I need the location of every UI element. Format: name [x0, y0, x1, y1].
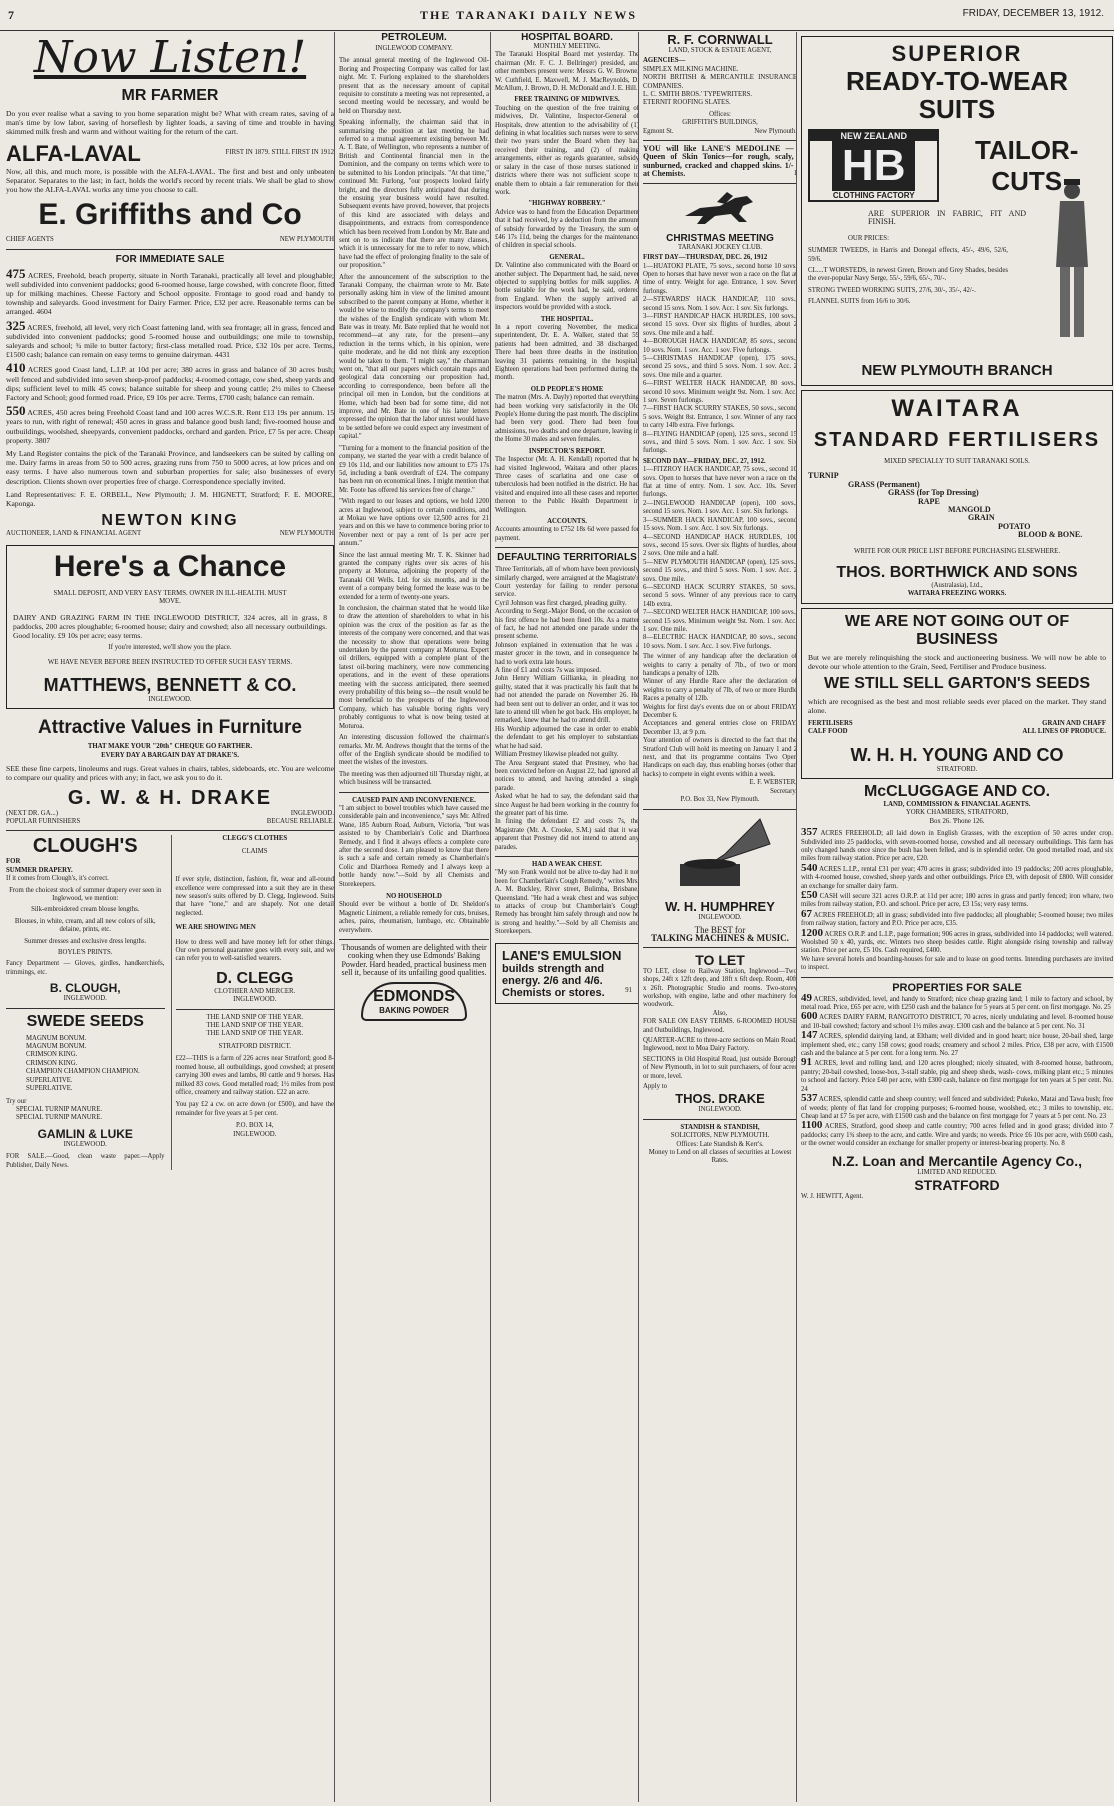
company-name: R. F. CORNWALL: [667, 32, 773, 47]
text-block: BAKING POWDER: [379, 1005, 449, 1015]
text-block: 2—INGLEWOOD HANDICAP (open), 100 sovs., second 15 sovs. Nom. 1 sov. Acc. 1 sov. Six furlongs.: [643, 499, 797, 516]
company-name: NEWTON KING: [101, 512, 239, 530]
text-block: FOR SALE ON EASY TERMS. 6-ROOMED HOUSE and Outbuildings, Inglewood.: [643, 1018, 797, 1034]
company-location: INGLEWOOD.: [148, 695, 192, 703]
company-name: E. Griffiths and Co: [38, 198, 302, 232]
text-block: Dr. Valintine also communicated with the Board on another subject. The Department had, he said, never objected to supplying bottles for milk supplies. A bottle suitable for the work had, he said, ordered from England. When the supply arrived all inspectors would be provided with a stock.: [495, 262, 639, 312]
text-block: Speaking informally, the chairman said that in summarising the position at last meeting he had referred to a mutual agreement existing between Mr. A. T. Bate, of Wellington, who represents a number of British and Continental financial men in the Dominion, and the company on terms which were to be submitted to his London principals. "At that time," continued Mr. Furlong, "our prospects looked fairly bright, and the directors fully anticipated that during the ensuing year business would have resulted. Subsequent events have proved, however, that projects of this kind are associated with delays and disappointments, and extracts from correspondence which has been received from London by Mr. Bate and sent on to us indicate that there are many clauses, which it is unnecessary for me to refer to now, which have had the effect of prolonging finality to the sale of our proposition.": [339, 119, 489, 270]
text-block: BLOOD & BONE.: [1018, 530, 1083, 540]
text-block: CASH will secure 321 acres O.R.P. at 11d per acre; 180 acres in grass and partly fenced; iron whare, two miles from railway station, P.O. and school. Price per acre, £3 15s; very easy terms.: [801, 892, 1113, 909]
text-block: 5—NEW PLYMOUTH HANDICAP (open), 125 sovs., second 15 sovs., and third 5 sovs. Nom. 1 sov. Acc. 2 sovs. One mile.: [643, 558, 797, 583]
text-block: CRIMSON KING.: [26, 1051, 78, 1059]
text-block: CL....T WORSTEDS, in newest Green, Brown and Grey Shades, besides the ever-popular Navy Serge, 55/-, 59/6, 65/-, 70/-.: [808, 267, 1008, 283]
text-block: LIMITED AND REDUCED.: [917, 1168, 997, 1176]
listing-item: [6, 265, 334, 317]
company-name: GAMLIN & LUKE: [37, 1126, 133, 1141]
text-block: FREE TRAINING OF MIDWIVES.: [514, 96, 620, 104]
swede-heading: SWEDE SEEDS: [26, 1012, 144, 1030]
text-block: SECOND DAY—FRIDAY, DEC. 27, 1912.: [643, 457, 766, 465]
ad-body: DAIRY AND GRAZING FARM IN THE INGLEWOOD DISTRICT, 324 acres, all in grass, 8 paddocks, 200 acres ploughable; 6-roomed house; dairy and cowshed; also all necessary outbuildings. Good locality. £9 10s per acre; easy terms.: [13, 612, 327, 640]
text-block: The Inspector (Mr. A. H. Kendall) reported that he had visited Inglewood, Waitara and other places. Three cases of scarlatina and one case of tuberculosis had been notified in the district. He had visited and enquired into all these cases and reported thereon to the Public Health Department in Wellington.: [495, 456, 639, 514]
text-block: ACRES FREEHOLD; all in grass; subdivided into five paddocks; all ploughable; 5-roomed house; two miles from railway station, factory and P.O. Price per acre, £35.: [801, 911, 1113, 928]
text-block: Egmont St.: [643, 127, 674, 135]
column-1: [6, 32, 334, 1802]
text-block: NORTH BRITISH & MERCANTILE INSURANCE COMPANIES.: [643, 74, 797, 90]
text-block: ACRES FREEHOLD; all laid down in English Grasses, with the exception of 50 acres under crop. Subdivided into 25 paddocks, with seven-roomed house, cowshed and all necessary outbuildings. This farm has only changed hands once since the bush has been felled, and is in splendid order. On good metalled road, and six miles from railway station. Price per acre, £20.: [801, 830, 1113, 863]
text-block: ACRES good Coast land, L.I.P. at 10d per acre; 380 acres in grass and balance of 30 acres bush; well fenced and subdivided into seven sheep-proof paddocks; 4-roomed cottage, cow shed, sheep yards and dips; sufficient level to milk 45 cows; balance suitable for sheep and young cattle; 2½ miles to Cheese Factory and School; good formed road. Price, £9 10s per acre. Terms, £700 cash; balance can remain.: [6, 365, 334, 403]
text-block: BOYLE'S PRINTS.: [58, 949, 113, 957]
text-block: TO LET, close to Railway Station, Inglewood—Two shops, 24ft x 12ft deep, and 18ft x 6ft deep. Room, 40ft x 26ft. Photographic Studio and rooms. Two-storey workshop, with engine, lathe and other machinery for woodwork.: [643, 967, 797, 1009]
forsale-notice: FOR SALE.—Good, clean waste paper.—Apply Publisher, Daily News.: [6, 1153, 165, 1169]
text-block: Chemists or stores.: [502, 986, 605, 999]
griffiths-ad: [6, 32, 334, 245]
section-heading: FOR IMMEDIATE SALE: [115, 253, 225, 265]
text-block: 475: [6, 265, 26, 281]
clegg-ad: [171, 835, 335, 1170]
text-block: Also,: [712, 1009, 728, 1017]
text-block: 550: [6, 403, 26, 419]
text-block: ACRES, splendid dairying land, at Eltham; well divided and in good heart; nice house, 20-bail shed, large implement shed, etc.; carry 158 cows; good roads; creamery and school 2 miles. Price, £38 per acre, with £1500 cash and the balance at 5 per cent. for a long term. No. 27: [801, 1033, 1113, 1058]
text-block: McCLUGGAGE AND CO.: [863, 782, 1051, 800]
text-block: LANE'S EMULSION: [502, 947, 622, 963]
ad-headline: Here's a Chance: [53, 549, 287, 583]
page-number: 7: [8, 8, 14, 22]
text-block: 2—STEWARDS' HACK HANDICAP, 110 sovs., second 15 sovs. Nom. 1 sov. Acc. 1 sov. Six furlongs.: [643, 296, 797, 312]
text-block: STANDARD FERTILISERS: [813, 429, 1101, 451]
suits-ad: [801, 36, 1113, 386]
text-block: 325: [6, 317, 26, 333]
text-block: Offices: Late Standish & Kerr's.: [676, 1140, 764, 1148]
text-block: His Worship adjourned the case in order to enable the defendant to get his employer to substantiate what he had said.: [495, 725, 639, 750]
text-block: W. J. HEWITT, Agent.: [801, 1192, 864, 1200]
article-heading: PETROLEUM.: [381, 32, 447, 43]
article-heading: NO HOUSEHOLD: [386, 893, 442, 900]
mccluggage-ad: [801, 783, 1113, 973]
text-block: READY-TO-WEAR SUITS: [846, 66, 1068, 124]
text-block: W. H. H. YOUNG AND CO: [850, 744, 1064, 765]
text-block: ACRES, level and rolling land, and 120 acres ploughed; nicely situated, with 8-roomed house, bathroom, pantry; 20-bail cowshed, loose-box, 3-stall stable, pig and sheep sheds, wash- cows, milking plant etc.; 5 minutes to school and factory. Price £40 per acre, with £300 cash, balance on first mortgage for ten years at 5 per cent. No. 24: [801, 1060, 1113, 1093]
text-block: N.Z. Loan and Mercantile Agency Co.,: [832, 1152, 1082, 1169]
text-block: William Prestney likewise pleaded not guilty.: [495, 751, 619, 759]
company-name: STANDISH & STANDISH,: [680, 1123, 760, 1131]
text-block: Your attention of owners is directed to the fact that the Stratford Club will hold its meeting on January 1 and 2 next, and that its programme contains Two Open Handicaps on each day, thus enabling horses (other than hacks) to compete in eight events within a week.: [643, 737, 797, 778]
text-block: E. F. WEBSTER,: [749, 779, 797, 787]
company-location: NEW PLYMOUTH: [279, 530, 334, 538]
text-block: INGLEWOOD.: [233, 996, 277, 1004]
text-block: Touching on the question of the free training of midwives, Dr. Valintine, Inspector-General of Hospitals, drew attention to the advisability of (1) defining in what localities such nurses were to serve their two years under the Board when they had received their training, and (2) of making arrangements, either as regards guarantee, subsidy or salary in the case of those nurses stationed in districts where there was not sufficient scope to enable them to obtain a fair remuneration for their work.: [495, 104, 639, 196]
text-block: 8—FLYING HANDICAP (open), 125 sovs., second 15 sovs., and third 5 sovs. Nom. 1 sov. Acc. 1 sov. Six furlongs.: [643, 430, 797, 455]
text-block: SUMMER TWEEDS, in Harris and Donegal effects, 45/-, 49/6, 52/6, 59/6.: [808, 247, 1008, 263]
text-block: WE ARE NOT GOING OUT OF BUSINESS: [844, 612, 1070, 648]
text-block: 1—FITZROY HACK HANDICAP, 75 sovs., second 10 sovs. Open to horses that have never won a race on the flat at time of entry. Nom. 1 sov. Acc. 10s. Seven furlongs.: [643, 466, 797, 499]
text-block: You pay £2 a cw. on acre down (or £500), and have the remainder for five years at 5 per cent.: [175, 1101, 334, 1117]
ad-headline: CLEGG'S CLOTHES: [222, 835, 288, 843]
text-block: 5—CHRISTMAS HANDICAP (open), 175 sovs., second 25 sovs., and third 5 sovs. Nom. 1 sov. Acc. 2 sovs. One mile and a quarter.: [643, 354, 797, 379]
text-block: Three Territorials, all of whom have been previously similarly charged, were arraigned at the Magistrate's Court yesterday for failing to render personal service.: [495, 566, 639, 599]
company-name: B. CLOUGH,: [49, 981, 121, 996]
article-heading: HAD A WEAK CHEST.: [532, 860, 602, 868]
text-block: L. C. SMITH BROS.' TYPEWRITERS.: [643, 91, 753, 99]
text-block: FLANNEL SUITS from 16/6 to 30/6.: [808, 298, 911, 306]
text-block: MIXED SPECIALLY TO SUIT TARANAKI SOILS.: [884, 458, 1030, 465]
text-block: OLD PEOPLE'S HOME: [530, 385, 604, 393]
newspaper-title: THE TARANAKI DAILY NEWS: [420, 8, 638, 22]
text-block: How to dress well and have money left for other things. Our own personal guarantee goes with every suit, and we can refer you to well-satisfied wearers.: [175, 938, 334, 963]
text-block: THE HOSPITAL.: [540, 315, 594, 323]
company-role: AUCTIONEER, LAND & FINANCIAL AGENT: [6, 530, 142, 538]
ad-headline: Now Listen!: [33, 32, 307, 83]
text-block: 7—FIRST HACK SCURRY STAKES, 50 sovs., second 5 sovs. Weight 8st. Entrance, 1 sov. Winner of any race to carry 14lb extra. Five furlongs.: [643, 405, 797, 430]
brand-tagline: FIRST IN 1879. STILL FIRST IN 1912: [225, 149, 334, 157]
text-block: MONTHLY MEETING.: [533, 43, 601, 50]
text-block: Money to Lend on all classes of securities at Lowest Rates.: [648, 1149, 792, 1165]
text-block: "My son Frank would not be alive to-day had it not been for Chamberlain's Cough Remedy," writes Mrs. A. M. Buckley, River street, Bulimba, Brisbane, Queensland. "He had a weak chest and was subject to attacks of croup but Chamberlain's Cough Remedy has brought him safely through and now he is strong and healthy."—Sold by all Chemists and Storekeepers.: [495, 869, 639, 936]
text-block: POTATO: [998, 521, 1031, 531]
text-block: WAITARA: [891, 395, 1023, 422]
text-block: SUPERIOR: [891, 41, 1023, 66]
waitara-ad: [801, 390, 1113, 604]
text-block: Advice was to hand from the Education Department that it had received, by a deduction from the amount of subsidy forwarded by the Treasury, the sum of £46 17s 11d, being the charges for the maintenance of children in special schools.: [495, 208, 639, 250]
text-block: In fining the defendant £2 and costs 7s, the Magistrate (Mr. A. Crooke, S.M.) said that it was apparent that Prestney did not intend to attend any parades.: [495, 818, 639, 851]
text-block: WE STILL SELL GARTON'S SEEDS: [823, 675, 1091, 693]
listing-item: [6, 360, 334, 403]
text-block: 6—SECOND HACK SCURRY STAKES, 50 sovs., second 5 sovs. Winner of any previous race to carry 14lb extra.: [643, 583, 797, 608]
representatives: Land Representatives: F. E. ORBELL, New Plymouth; J. M. HIGNETT, Stratford; F. E. MOORE, Kaponga.: [6, 489, 334, 509]
text-block: builds strength and: [502, 962, 605, 975]
text-block: TARANAKI JOCKEY CLUB.: [678, 243, 762, 251]
text-block: Apply to: [643, 1083, 667, 1090]
text-block: 8—ELECTRIC HACK HANDICAP, 80 sovs., second 10 sovs. Nom. 1 sov. Acc. 1 sov. Five furlongs.: [643, 634, 797, 650]
text-block: GRAIN AND CHAFF: [1042, 719, 1106, 727]
text-block: 1100: [801, 1119, 823, 1132]
text-block: SUPERLATIVE.: [26, 1076, 73, 1084]
text-block: 600: [801, 1010, 818, 1023]
text-block: GRAIN: [968, 513, 995, 523]
text-block: SUPERLATIVE.: [26, 1085, 73, 1093]
text-block: GRIFFITH'S BUILDINGS,: [682, 119, 758, 127]
text-block: THE LAND SNIP OF THE YEAR.: [206, 1030, 304, 1038]
text-block: Weights for first day's events due on or about FRIDAY, December 6.: [643, 703, 797, 720]
text-block: "Turning for a moment to the financial position of the company, we started the year with a credit balance of £9 10s 11d, and our liabilities now amount to £75 17s 5d, including a bank overdraft of £24. The company has been run on economical lines. I might mention that Mr. Foote has offered his services free of charge.": [339, 444, 489, 494]
ad-for: FOR: [6, 858, 21, 866]
text-block: INGLEWOOD.: [698, 1106, 742, 1114]
text-block: Since the last annual meeting Mr. T. K. Skinner had granted the company rights over six acres of his property at Moturoa, adjoining the property of the Taranaki Oil Wells. Ltd. for six months, and in the event of a company being formed the lease was to be extended for a term of twenty-one years.: [339, 551, 489, 601]
text-block: The winner of any handicap after the declaration of weights to carry a penalty of 7lb., of two or more handicaps a penalty of 12lb.: [643, 653, 797, 677]
company-name: THOS. DRAKE: [675, 1091, 765, 1107]
text-block: MAGNUM BONUM.: [26, 1043, 87, 1051]
text-block: After the announcement of the subscription to the Taranaki Company, the chairman wrote to Mr. Bate personally asking him in view of the limited amount subscribed to the parent company at Home, whether it would be wise to modify the company's terms to meet the wishes of the English syndicate with whom Mr. Bate was in treaty. Mr. Bate replied that he would not recommend—at any rate, for the present—any reduction in the terms which, in his opinion, were quite moderate, and he did not think any exception would be taken to them. "I might say," the chairman went on, "that all our papers which contain maps and geological data concerning our proposition had, according to correspondence, been before all the principal oil men in London, but the conditions at Home, which had been bad for some time, did not improve, and Mr. Bate in one of his latter letters expressed the opinion that the labor unrest would have to be settled before we could expect any investment of capital.": [339, 273, 489, 441]
article-heading: DEFAULTING TERRITORIALS: [497, 552, 637, 564]
text-block: RAPE: [918, 496, 940, 506]
text-block: John Henry William Gillianka, in pleading not guilty, stated that it was practically his fault that he had not attended the parade on November 26. He had been sent out to deliver an order, and it was too late to attend till when he got back. His employer, he remarked, knew that he had to attend drill.: [495, 675, 639, 725]
text-block: £50: [801, 888, 818, 901]
text-block: The meeting was then adjourned till Thursday night, at which business will be transacted.: [339, 770, 489, 787]
hb-logo: [808, 129, 939, 202]
text-block: Silk-embroidered cream blouse lengths.: [31, 906, 140, 914]
ad-body: Now, all this, and much more, is possible with the ALFA-LAVAL. The first and best and only unbeaten Separator. Separates to the last; in fact, holds the world's record by recent trials. We shall be glad to show you how the ALFA-LAVAL works any time you choose to call.: [6, 166, 334, 195]
ad-subheading: SUMMER DRAPERY.: [6, 866, 73, 874]
text-block: 357: [801, 826, 818, 839]
text-block: Box 26. 'Phone 126.: [929, 817, 985, 825]
article-heading: CAUSED PAIN AND INCONVENIENCE.: [352, 796, 476, 804]
text-block: QUARTER-ACRE to three-acre sections on Main Road, Inglewood, next to Moa Dairy Factory.: [643, 1036, 797, 1053]
text-block: SECTIONS in Old Hospital Road, just outside Borough of New Plymouth, in lot to suit purchasers, of four acres or more, level.: [643, 1055, 797, 1080]
text-block: The Area Sergeant stated that Prestney, who had been convicted before on August 22, had ignored all notices to attend, and having attended a single parade.: [495, 759, 639, 792]
article-heading: TO LET: [695, 951, 745, 968]
text-block: Cyril Johnson was first charged, pleading guilty.: [495, 599, 627, 607]
text-block: SPECIAL TURNIP MANURE.: [16, 1105, 103, 1113]
newton-king-ad: [6, 254, 334, 539]
text-block: ACRES, freehold, all level, very rich Coast fattening land, with sea frontage; all in grass, fenced and subdivided into convenient paddocks; good 5-roomed house and outbuildings; one mile to township, saleyards and school; ¾ mile to butter factory; first-class metalled road. Price, £32 10s per acre. Terms, £1500 cash; balance can remain on easy terms to genuine dairyman. 4431: [6, 322, 334, 360]
edmonds-logo: [361, 982, 467, 1021]
article-subheading: INGLEWOOD COMPANY.: [375, 45, 453, 52]
text-block: GRASS (Permanent): [848, 479, 920, 489]
text-block: ACRES, Stratford, good sheep and cattle country; 700 acres felled and in good grass; divided into 7 paddocks; carry 1¾ sheep to the acre, and cattle. Wire and yards; no weeds. Price £6 10s per acre, with £600 cash, or the owner would consider an exchange for smaller property or interest-bearing property. No. 8: [801, 1123, 1113, 1148]
text-block: "With regard to our leases and options, we hold 1200 acres at Inglewood, subject to certain conditions, and at Mokau we have options over 12,500 acres for 21 years and on this we have to commence boring prior to November next or pay a rent of 1s per acre per annum.": [339, 498, 489, 548]
company-name: G. W. & H. DRAKE: [67, 786, 273, 809]
text-block: Thousands of women are delighted with their cooking when they use Edmonds' Baking Powder. Hard headed, practical business men sell it, because of its unfailing good qualities.: [341, 943, 487, 978]
text-block: 67: [801, 907, 812, 920]
text-block: MANGOLD: [948, 505, 991, 515]
text-block: CALF FOOD: [808, 728, 848, 736]
text-block: £22—THIS is a farm of 226 acres near Stratford; good 8-roomed house, all outbuildings, good cowshed; at present carrying 300 ewes and lambs, 80 cattle and 9 horses. Has milked 83 cows. Good metalled road; 1½ miles from post office, creamery and railway station. £22 an acre.: [175, 1055, 334, 1096]
text-block: TURNIP: [808, 471, 839, 481]
text-block: The BEST for: [694, 924, 746, 935]
text-block: 91: [801, 1056, 812, 1069]
text-block: 6—FIRST WELTER HACK HANDICAP, 80 sovs., second 10 sovs. Minimum weight 9st. Nom. 1 sov. Acc. 1 sov. Seven furlongs.: [643, 380, 797, 404]
text-block: ACCOUNTS.: [547, 517, 587, 525]
text-block: CLOTHING FACTORY: [832, 191, 915, 200]
text-block: 540: [801, 861, 818, 874]
register-text: My Land Register contains the pick of the Taranaki Province, and landseekers can be suited by calling on me. Dairy farms in areas from 50 to 500 acres, grazing runs from 750 to 5000 acres, at low prices and on easy terms. I have also numerous town and suburban properties for sale; also businesses of every description. Clients shown over properties free of charge. Correspondence specially invited.: [6, 449, 334, 486]
ad-subheading-2: EVERY DAY A BARGAIN DAY AT DRAKE'S.: [101, 751, 239, 759]
horse-icon: [643, 188, 797, 233]
text-block: Accounts amounting to £752 18s 6d were passed for payment.: [495, 526, 639, 542]
text-block: OUR PRICES:: [848, 234, 889, 242]
listing-item: [6, 317, 334, 360]
text-block: The Taranaki Hospital Board met yesterday. The chairman (Mr. F. C. J. Bellringer) presided, and other members present were: Messrs G. W. Browne, W. Cuthfield, E. Maxwell, M. J. MacReynolds, D. McAllum, J. Brown, D. H. McDonald and J. E. Hill.: [495, 51, 639, 93]
text-block: HB: [832, 141, 916, 191]
text-block: INGLEWOOD.: [233, 1130, 277, 1138]
issue-date: FRIDAY, DECEMBER 13, 1912.: [962, 8, 1104, 19]
text-block: ACRES O.R.P. and L.I.P., page formation; 906 acres in grass, subdivided into 14 paddocks; well watered. Woolshed 50 x 40, yards, etc. Winters two sheep besides cattle. Right alongside rising township and railway station. Price per acre, £5 10s. Cash required, £400.: [801, 930, 1113, 955]
text-block: SIMPLEX MILKING MACHINE.: [643, 65, 739, 73]
ad-note: WE HAVE NEVER BEFORE BEEN INSTRUCTED TO OFFER SUCH EASY TERMS.: [47, 658, 293, 666]
text-block: ACRES L.I.P., rental £31 per year; 470 acres in grass; subdivided into 19 paddocks; 200 acres ploughable, with 4-roomed house, cowshed, sheep yards and other outbuildings. Price £9, with deposit of £800. Will consider an exchange for smaller dairy farm.: [801, 865, 1113, 890]
text-block: 410: [6, 360, 26, 376]
drake-ad: [6, 717, 334, 826]
text-block: THE LAND SNIP OF THE YEAR.: [206, 1013, 304, 1021]
garton-ad: [801, 608, 1113, 779]
ad-intro: If it comes from Clough's, it's correct.: [6, 875, 109, 883]
listing-item: [6, 403, 334, 445]
text-block: Try our: [6, 1097, 27, 1105]
text-block: "I am subject to bowel troubles which have caused me considerable pain and inconvenience," says Mr. Alfred Wane, 185 Auburn Road, Auburn, Victoria, "but was assisted to by Chamberlain's Colic and Diarrhoea Remedy, and I find it always effects a complete cure after the second dose. I am pleased to know that there is such a safe and certain remedy as Chamberlain's Colic and Diarrhoea Remedy and I always keep a bottle handy now."—Sold by all Chemists and Storekeepers.: [339, 804, 489, 888]
text-block: NEW ZEALAND: [810, 131, 937, 141]
text-block: ACRES, 450 acres being Freehold Coast land and 100 acres W.C.S.R. Rent £13 19s per annum. 15 years to run, with right of renewal; 450 acres in grass and balance good bush land; five-roomed house and outbuildings, woolshed, sheepyards, convenient paddocks, orchard and garden. Price, £7 5s per acre. Cheap property. 3807: [6, 408, 334, 445]
text-block: 49: [801, 991, 812, 1004]
text-block: CLAIMS: [241, 847, 268, 855]
text-block: P.O. Box 33, New Plymouth.: [680, 796, 760, 804]
text-block: EDMONDS: [373, 987, 455, 1005]
text-block: 91: [625, 986, 632, 994]
column-2: [334, 32, 489, 1802]
company-location: INGLEWOOD.: [63, 1140, 107, 1148]
text-block: If ever style, distinction, fashion, fit, wear and all-round excellence were compressed into a suit they are in these new season's suits offered by D. Clegg, Inglewood. Suits that have "tone," and are shapely. Not one detail neglected.: [175, 876, 334, 917]
text-block: We have several hotels and boarding-houses for sale and to lease on good terms. Intending purchasers are invited to inspect.: [801, 955, 1113, 972]
text-block: In a report covering November, the medical superintendent, Dr. E. A. Walker, stated that 59 patients had been admitted, and 38 discharged. There had been three deaths in the institution, leaving 31 patients remaining in the hospital. Eighteen operations had been performed during the month.: [495, 324, 639, 382]
text-block: 147: [801, 1029, 818, 1042]
ad-subheading: SMALL DEPOSIT, AND VERY EASY TERMS. OWNER IN ILL-HEALTH. MUST MOVE.: [53, 589, 287, 606]
text-block: STRATFORD: [914, 1176, 1000, 1193]
column-4: [638, 32, 797, 1802]
text-block: But we are merely relinquishing the stock and auctioneering business. We will now be able to devote our whole attention to the Grain, Seed, Fertiliser and Produce business.: [808, 652, 1106, 672]
ad-headline: CLOUGH'S: [32, 835, 138, 858]
text-block: According to Sergt.-Major Bond, on the occasion of his first offence he had been fined 10s. As a matter of fact, he had not attended one parade under the present scheme.: [495, 608, 639, 641]
gramophone-icon: [643, 814, 797, 899]
text-block: P.O. BOX 14,: [235, 1122, 274, 1130]
text-block: "HIGHWAY ROBBERY.": [528, 200, 606, 208]
company-location: INGLEWOOD.: [63, 995, 107, 1003]
company-role: POPULAR FURNISHERS: [6, 817, 81, 825]
text-block: ARE SUPERIOR IN FABRIC, FIT AND FINISH.: [868, 209, 1026, 227]
text-block: CLOTHIER AND MERCER.: [214, 987, 296, 995]
clough-ad: [6, 835, 165, 1170]
text-block: The annual general meeting of the Inglewood Oil-Boring and Prospecting Company was called for last night. Mr. T. Furlong explained to the shareholders present that as the necessary amount of capital requisite to constitute a meeting was not represented, a second meeting would be necessary, and would be held on Thursday next.: [339, 57, 489, 115]
text-block: WAITARA FREEZING WORKS.: [907, 590, 1007, 598]
company-name: MATTHEWS, BENNETT & CO.: [43, 674, 297, 695]
text-block: LAND, STOCK & ESTATE AGENT,: [668, 47, 772, 54]
text-block: STRATFORD.: [936, 765, 978, 773]
medoline-ad: YOU will like LANE'S MEDOLINE — Queen of Skin Tonics—for rough, scaly, sunburned, cracked and chapped skins. 1/- at Chemists.: [643, 144, 794, 179]
gentleman-figure-icon: [1042, 177, 1102, 352]
masthead: [0, 0, 1114, 31]
ad-line: If you're interested, we'll show you the place.: [108, 644, 232, 652]
ad-intro: Do you ever realise what a saving to you home separation might be? What with cream rates, saving of a man's time by low labor, saving of horseflesh by lighter loads, a saving of time and trouble in having skimmed milk fresh and warm and without waiting for the return of the cart.: [6, 109, 334, 137]
text-block: 1: [793, 170, 797, 178]
article-heading: HOSPITAL BOARD.: [521, 32, 613, 43]
text-block: New Plymouth.: [754, 127, 797, 135]
brand-name: ALFA-LAVAL: [6, 140, 141, 166]
text-block: (Australasia), Ltd.,: [931, 582, 983, 590]
text-block: WE ARE SHOWING MEN: [175, 924, 256, 932]
text-block: CHAMPION CHAMPION CHAMPION.: [26, 1068, 140, 1076]
text-block: ACRES DAIRY FARM, RANGITOTO DISTRICT, 70 acres, nicely undulating and level. 8-roomed house and 10-bail cowshed; factory and school 1½ miles away. £300 cash and the balance at 5 per cent. No. 31: [801, 1014, 1113, 1030]
text-block: SPECIAL TURNIP MANURE.: [16, 1114, 103, 1122]
text-block: In conclusion, the chairman stated that he would like to draw the attention of shareholders to what in his opinion was the crux of the position as far as the interests of the company were concerned, and that was the necessity to show that operations were being undertaken by the parent company at Moturoa. Expert oil drillers, equipped with a complete plant of the latest oil-boring machinery, were now commencing operations, and in the event of these operations meeting with the success anticipated, there seemed every probability of this being so—the result would be most beneficial to the prospects of the Inglewood Company, which has valuable boring rights very probably contiguous to what is now being tested at Moturoa.: [339, 605, 489, 730]
text-block: Secretary.: [770, 787, 797, 795]
text-block: CRIMSON KING.: [26, 1059, 78, 1067]
text-block: A fine of £1 and costs 7s was imposed.: [495, 667, 601, 675]
text-block: An interesting discussion followed the chairman's remarks. Mr. M. Andrews thought that the terms of the offer of the English syndicate should be modified to meet the wishes of the investors.: [339, 734, 489, 767]
text-block: FERTILISERS: [808, 719, 853, 727]
text-block: 3—SUMMER HACK HANDICAP, 100 sovs., second 15 sovs. Nom. 1 sov. Acc. 1 sov. Six furlongs.: [643, 516, 797, 533]
text-block: INGLEWOOD.: [698, 913, 742, 921]
text-block: PROPERTIES FOR SALE: [892, 981, 1022, 994]
text-block: Asked what he had to say, the defendant said that since August he had been working in the country for the greater part of his time.: [495, 793, 639, 817]
text-block: STRONG TWEED WORKING SUITS, 27/6, 30/-, 35/-, 42/-.: [808, 286, 976, 294]
text-block: AGENCIES—: [643, 57, 686, 65]
company-role: CHIEF AGENTS: [6, 236, 54, 244]
ad-subheading: MR FARMER: [121, 87, 219, 104]
text-block: which are recognised as the best and most reliable seeds ever placed on the market. They stand alone.: [808, 697, 1106, 716]
company-note: (NEXT DR. GA...): [6, 809, 58, 817]
text-block: SOLICITORS, NEW PLYMOUTH.: [670, 1132, 770, 1140]
text-block: 1—HUATOKI PLATE, 75 sovs., second horse 10 sovs. Open to horses that have never won a race on the flat at time of entry. Weight for age. Entrance, 1 sov. Seven furlongs.: [643, 262, 797, 295]
text-block: 4—BOROUGH HACK HANDICAP, 85 sovs., second 10 sovs. Nom. 1 sov. Acc. 1 sov. Five furlongs.: [643, 338, 797, 354]
text-block: ACRES, Freehold, beach property, situate in North Taranaki, practically all level and ploughable; well subdivided into convenient paddocks; good 6-roomed house, large cowshed, with concrete floor, fitted up for milking machines. Cheese Factory and School opposite. Frontage to good road and handy to township and saleyards. Good investment for Dairy Farmer. Price, £32 per acre. Reasonable terms can be arranged. 4604: [6, 270, 334, 317]
column-3: [490, 32, 639, 1802]
text-block: INSPECTOR'S REPORT.: [528, 447, 606, 455]
text-block: GENERAL.: [549, 253, 585, 261]
text-block: YORK CHAMBERS, STRATFORD,: [905, 809, 1009, 817]
text-block: LAND, COMMISSION & FINANCIAL AGENTS.: [883, 800, 1031, 808]
text-block: TAILOR-CUTS: [974, 134, 1079, 196]
text-block: 7—SECOND WELTER HACK HANDICAP, 100 sovs., second 15 sovs. Minimum weight 9st. Nom. 1 sov. Acc. 1 sov. One mile.: [643, 609, 797, 633]
text-block: THE LAND SNIP OF THE YEAR.: [206, 1022, 304, 1030]
text-block: Offices:: [709, 110, 731, 118]
text-block: 3—FIRST HANDICAP HACK HURDLES, 100 sovs., second 15 sovs. Over six flights of hurdles, about 2 sovs. One mile and a half.: [643, 312, 797, 337]
ad-headline: Attractive Values in Furniture: [38, 717, 302, 739]
lanes-emulsion-ad: [495, 943, 639, 1004]
company-location: NEW PLYMOUTH: [279, 236, 334, 244]
text-block: 4—SECOND HANDICAP HACK HURDLES, 100 sovs., second 15 sovs. Over six flights of hurdles, about 2 sovs. One mile and a half.: [643, 533, 797, 558]
text-block: Summer dresses and exclusive dress lengths.: [24, 937, 147, 945]
company-name: D. CLEGG: [216, 969, 294, 987]
text-block: ACRES, splendid cattle and sheep country; well fenced and subdivided; Pukeko, Matai and Tawa bush; free of weeds; plenty of flat land for cropping purposes; 6-roomed house, woolshed, etc.; 3 miles to township, etc. Cheap land at £7 5s per acre, with £1500 cash and the balance on first mortgage for 7 years at 5 per cent. No. 23: [801, 1096, 1113, 1120]
text-block: ETERNIT ROOFING SLATES.: [643, 99, 731, 107]
company-tagline: BECAUSE RELIABLE.: [266, 817, 334, 825]
text-block: energy. 2/6 and 4/6.: [502, 974, 603, 987]
text-block: Winner of any Hurdle Race after the declaration of weights to carry a penalty of 7lb, of two or more Hurdle Races a penalty of 12lb.: [643, 678, 797, 703]
text-block: TALKING MACHINES & MUSIC.: [651, 933, 789, 944]
text-block: Should ever be without a bottle of Dr. Sheldon's Magnetic Liniment, a reliable remedy for cuts, bruises, aches, pains, rheumatism, lumbago, etc. Obtainable everywhere.: [339, 901, 489, 934]
article-heading: CHRISTMAS MEETING: [666, 232, 774, 244]
text-block: Johnson explained in extenuation that he was a master grocer in the town, and in consequence he had to work extra late hours.: [495, 641, 639, 666]
text-block: NEW PLYMOUTH BRANCH: [861, 362, 1053, 379]
text-block: 1200: [801, 926, 823, 939]
text-block: ACRES, subdivided, level, and handy to Stratford; nice cheap grazing land; 1 mile to factory and school, by metal road. Price, £65 per acre, with £250 cash and the balance for 5 years at 5 per cent. on first mortgage. No. 25: [801, 995, 1113, 1012]
text-block: ALL LINES OF PRODUCE.: [1022, 728, 1106, 736]
company-name: W. H. HUMPHREY: [665, 898, 775, 914]
text-block: The matron (Mrs. A. Dayly) reported that everything had been working very satisfactorily in the Old People's Home during the past month. The discipline had been very good. There had been four admissions, two deaths and one departure, leaving in the Home 30 males and seven females.: [495, 394, 639, 444]
text-block: 537: [801, 1092, 818, 1105]
chance-ad: [6, 545, 334, 710]
text-block: Acceptances and general entries close on FRIDAY, December 13, at 9 p.m.: [643, 720, 797, 736]
column-5: [793, 32, 1113, 1802]
text-block: MAGNUM BONUM.: [26, 1034, 87, 1042]
text-block: WRITE FOR OUR PRICE LIST BEFORE PURCHASING ELSEWHERE.: [853, 547, 1061, 555]
ad-subheading: THAT MAKE YOUR "20th" CHEQUE GO FARTHER.: [87, 743, 253, 751]
text-block: THOS. BORTHWICK AND SONS: [836, 564, 1078, 582]
text-block: STRATFORD DISTRICT.: [218, 1042, 291, 1050]
text-block: From the choicest stock of summer drapery ever seen in Inglewood, we mention:: [9, 886, 162, 902]
text-block: GRASS (for Top Dressing): [888, 488, 979, 498]
properties-ad: [801, 982, 1113, 1202]
text-block: FIRST DAY—THURSDAY, DEC. 26, 1912: [643, 254, 768, 262]
ad-body: SEE these fine carpets, linoleums and rugs. Great values in chairs, tables, sideboards, etc. You are welcome to compare our quality and prices with any; in fact, we ask you to do it.: [6, 764, 334, 783]
company-location: INGLEWOOD.: [290, 809, 334, 817]
text-block: Blouses, in white, cream, and all new colors of silk, delaine, prints, etc.: [14, 917, 156, 934]
text-block: Fancy Department — Gloves, girdles, handkerchiefs, trimmings, etc.: [6, 960, 165, 976]
